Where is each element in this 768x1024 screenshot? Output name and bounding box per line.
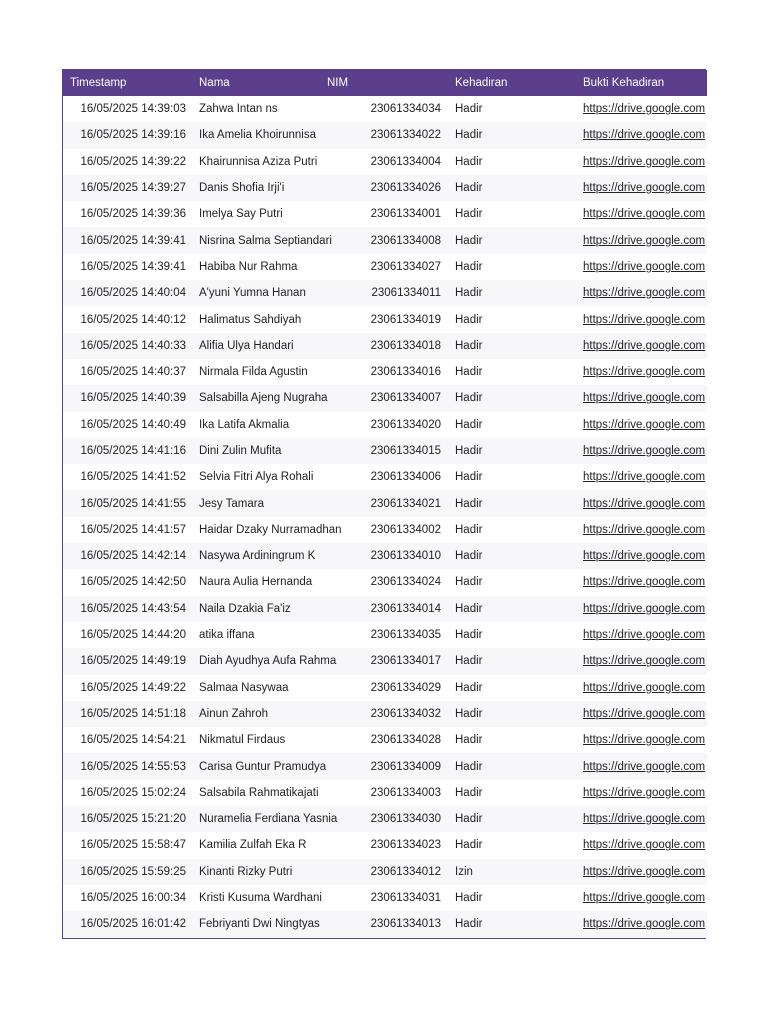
bukti-cell — [576, 622, 707, 648]
nim-cell: 23061334017 — [370, 655, 441, 668]
bukti-link[interactable]: https://drive.google.com — [583, 550, 706, 563]
timestamp-cell: 16/05/2025 14:40:12 — [80, 313, 186, 326]
nim-cell: 23061334026 — [370, 182, 441, 195]
nim-cell: 23061334008 — [370, 234, 441, 247]
bukti-link[interactable]: https://drive.google.com — [583, 629, 706, 642]
table-row — [63, 648, 707, 674]
bukti-cell — [576, 438, 707, 464]
kehadiran-cell: Izin — [455, 865, 473, 878]
timestamp-cell: 16/05/2025 16:00:34 — [80, 892, 186, 905]
kehadiran-cell: Hadir — [455, 129, 483, 142]
bukti-link[interactable]: https://drive.google.com — [583, 260, 706, 273]
kehadiran-cell: Hadir — [455, 655, 483, 668]
nama-cell: Imelya Say Putri — [199, 208, 283, 221]
kehadiran-cell: Hadir — [455, 392, 483, 405]
timestamp-cell: 16/05/2025 14:40:39 — [80, 392, 186, 405]
nim-cell: 23061334028 — [370, 734, 441, 747]
timestamp-cell: 16/05/2025 14:41:16 — [80, 445, 186, 457]
timestamp-cell: 16/05/2025 14:39:41 — [80, 260, 186, 273]
bukti-link[interactable]: https://drive.google.com — [583, 892, 706, 905]
nim-cell: 23061334023 — [370, 839, 441, 852]
table-row — [63, 832, 707, 858]
timestamp-cell: 16/05/2025 15:59:25 — [80, 865, 186, 878]
timestamp-cell: 16/05/2025 14:40:37 — [80, 366, 186, 379]
nim-cell: 23061334019 — [370, 313, 441, 326]
table-row — [63, 701, 707, 727]
bukti-cell — [576, 806, 707, 832]
kehadiran-cell: Hadir — [455, 155, 483, 168]
nim-cell: 23061334011 — [371, 287, 441, 300]
table-row — [63, 569, 707, 595]
timestamp-cell: 16/05/2025 16:01:42 — [80, 918, 186, 931]
nim-cell: 23061334029 — [370, 681, 441, 694]
bukti-link[interactable]: https://drive.google.com — [583, 760, 706, 773]
nim-cell: 23061334034 — [370, 103, 441, 116]
table-row — [63, 306, 707, 332]
timestamp-cell: 16/05/2025 14:49:19 — [80, 655, 186, 668]
kehadiran-cell: Hadir — [455, 287, 483, 300]
table-row — [63, 122, 707, 148]
timestamp-cell: 16/05/2025 14:39:22 — [80, 155, 186, 168]
bukti-cell — [576, 149, 707, 175]
nim-cell: 23061334015 — [370, 445, 441, 457]
table-row — [63, 780, 707, 806]
bukti-link[interactable]: https://drive.google.com — [583, 497, 706, 510]
bukti-cell — [576, 859, 707, 885]
kehadiran-cell: Hadir — [455, 813, 483, 826]
nim-cell: 23061334035 — [370, 629, 441, 642]
timestamp-cell: 16/05/2025 14:44:20 — [80, 629, 186, 642]
bukti-cell — [576, 753, 707, 779]
nim-cell: 23061334001 — [370, 208, 441, 221]
table-row — [63, 359, 707, 385]
bukti-cell — [576, 648, 707, 674]
table-row — [63, 96, 707, 122]
timestamp-cell: 16/05/2025 14:39:03 — [80, 103, 186, 116]
nama-cell: Selvia Fitri Alya Rohali — [199, 471, 314, 484]
bukti-link[interactable]: https://drive.google.com — [583, 707, 706, 720]
bukti-link[interactable]: https://drive.google.com — [583, 366, 706, 379]
table-row — [63, 333, 707, 359]
header-kehadiran[interactable]: Kehadiran — [455, 77, 508, 89]
table-row — [63, 438, 707, 464]
table-row — [63, 201, 707, 227]
table-row — [63, 622, 707, 648]
bukti-cell — [576, 306, 707, 332]
kehadiran-cell: Hadir — [455, 234, 483, 247]
bukti-cell — [576, 254, 707, 280]
table-row — [63, 175, 707, 201]
bukti-cell — [576, 543, 707, 569]
kehadiran-cell: Hadir — [455, 760, 483, 773]
nim-cell: 23061334022 — [370, 129, 441, 142]
table-row — [63, 596, 707, 622]
nim-cell: 23061334016 — [370, 366, 441, 379]
nim-cell: 23061334006 — [370, 471, 441, 484]
bukti-link[interactable]: https://drive.google.com — [583, 313, 706, 326]
table-row — [63, 254, 707, 280]
timestamp-cell: 16/05/2025 14:54:21 — [80, 734, 186, 747]
kehadiran-cell: Hadir — [455, 260, 483, 273]
bukti-cell — [576, 675, 707, 701]
bukti-link[interactable]: https://drive.google.com — [583, 155, 706, 168]
bukti-link[interactable]: https://drive.google.com — [583, 287, 706, 300]
kehadiran-cell: Hadir — [455, 103, 483, 116]
nim-cell: 23061334024 — [370, 576, 441, 589]
table-row — [63, 885, 707, 911]
bukti-cell — [576, 96, 707, 122]
timestamp-cell: 16/05/2025 14:49:22 — [80, 681, 186, 694]
header-row — [63, 70, 707, 96]
nim-cell: 23061334003 — [370, 786, 441, 799]
nim-cell: 23061334018 — [370, 339, 441, 352]
bukti-link[interactable]: https://drive.google.com — [583, 182, 706, 195]
timestamp-cell: 16/05/2025 14:41:57 — [80, 523, 186, 536]
kehadiran-cell: Hadir — [455, 629, 483, 642]
nama-cell: Halimatus Sahdiyah — [199, 313, 302, 326]
bukti-link[interactable]: https://drive.google.com — [583, 129, 706, 142]
nama-cell: Nisrina Salma Septiandari — [199, 234, 332, 247]
nama-cell: Habiba Nur Rahma — [199, 260, 298, 273]
bukti-cell — [576, 490, 707, 516]
kehadiran-cell: Hadir — [455, 839, 483, 852]
nama-cell: Haidar Dzaky Nurramadhan — [199, 523, 342, 536]
table-row — [63, 517, 707, 543]
bukti-cell — [576, 412, 707, 438]
timestamp-cell: 16/05/2025 14:43:54 — [80, 602, 186, 615]
kehadiran-cell: Hadir — [455, 339, 483, 352]
kehadiran-cell: Hadir — [455, 182, 483, 195]
nama-cell: Salsabilla Ajeng Nugraha — [199, 392, 328, 405]
kehadiran-cell: Hadir — [455, 918, 483, 931]
bukti-cell — [576, 911, 707, 937]
nama-cell: Nuramelia Ferdiana Yasnia — [199, 813, 338, 826]
table-row — [63, 727, 707, 753]
nim-cell: 23061334009 — [370, 760, 441, 773]
bukti-cell — [576, 280, 707, 306]
timestamp-cell: 16/05/2025 14:39:27 — [80, 182, 186, 195]
timestamp-cell: 16/05/2025 14:41:52 — [80, 471, 186, 484]
table-row — [63, 806, 707, 832]
header-nama[interactable]: Nama — [199, 77, 230, 89]
nim-cell: 23061334031 — [370, 892, 441, 905]
nim-cell: 23061334027 — [370, 260, 441, 273]
bukti-cell — [576, 175, 707, 201]
kehadiran-cell: Hadir — [455, 523, 483, 536]
timestamp-cell: 16/05/2025 14:39:41 — [80, 234, 186, 247]
bukti-cell — [576, 832, 707, 858]
nama-cell: atika iffana — [199, 629, 255, 642]
table-row — [63, 543, 707, 569]
nama-cell: Febriyanti Dwi Ningtyas — [199, 918, 320, 931]
bukti-link[interactable]: https://drive.google.com — [583, 602, 706, 615]
nama-cell: Nirmala Filda Agustin — [199, 366, 308, 379]
nim-cell: 23061334007 — [370, 392, 441, 405]
bukti-link[interactable]: https://drive.google.com — [583, 655, 706, 668]
header-nim[interactable]: NIM — [327, 77, 349, 89]
nim-cell: 23061334012 — [370, 865, 441, 878]
table-row — [63, 149, 707, 175]
kehadiran-cell: Hadir — [455, 576, 483, 589]
kehadiran-cell: Hadir — [455, 418, 483, 431]
table-row — [63, 859, 707, 885]
table-row — [63, 227, 707, 253]
timestamp-cell: 16/05/2025 14:39:36 — [80, 208, 186, 221]
nim-cell: 23061334032 — [370, 707, 441, 720]
bukti-cell — [576, 333, 707, 359]
bukti-cell — [576, 359, 707, 385]
nim-cell: 23061334010 — [370, 550, 441, 563]
nama-cell: Kinanti Rizky Putri — [199, 865, 293, 878]
bukti-link[interactable]: https://drive.google.com — [583, 681, 706, 694]
kehadiran-cell: Hadir — [455, 445, 483, 457]
nama-cell: Carisa Guntur Pramudya — [199, 760, 327, 773]
table-row — [63, 385, 707, 411]
table-row — [63, 464, 707, 490]
bukti-link[interactable]: https://drive.google.com — [583, 392, 706, 405]
bukti-link[interactable]: https://drive.google.com — [583, 523, 706, 536]
nim-cell: 23061334020 — [370, 418, 441, 431]
bukti-link[interactable]: https://drive.google.com — [583, 734, 706, 747]
kehadiran-cell: Hadir — [455, 734, 483, 747]
table-row — [63, 280, 707, 306]
timestamp-cell: 16/05/2025 15:21:20 — [80, 813, 186, 826]
nama-cell: Salmaa Nasywaa — [199, 681, 289, 694]
kehadiran-cell: Hadir — [455, 681, 483, 694]
timestamp-cell: 16/05/2025 14:42:50 — [80, 576, 186, 589]
bukti-cell — [576, 517, 707, 543]
nama-cell: Kristi Kusuma Wardhani — [199, 892, 322, 905]
kehadiran-cell: Hadir — [455, 707, 483, 720]
bukti-link[interactable]: https://drive.google.com — [583, 445, 706, 457]
nama-cell: Ika Latifa Akmalia — [199, 418, 290, 431]
nama-cell: A'yuni Yumna Hanan — [199, 287, 306, 300]
timestamp-cell: 16/05/2025 14:40:33 — [80, 339, 186, 352]
kehadiran-cell: Hadir — [455, 892, 483, 905]
kehadiran-cell: Hadir — [455, 602, 483, 615]
nim-cell: 23061334014 — [370, 602, 441, 615]
nim-cell: 23061334002 — [370, 523, 441, 536]
timestamp-cell: 16/05/2025 14:40:04 — [80, 287, 186, 300]
kehadiran-cell: Hadir — [455, 786, 483, 799]
bukti-cell — [576, 385, 707, 411]
timestamp-cell: 16/05/2025 14:40:49 — [80, 418, 186, 431]
nama-cell: Zahwa Intan ns — [199, 103, 278, 116]
nama-cell: Nasywa Ardiningrum K — [199, 550, 316, 563]
bukti-link[interactable]: https://drive.google.com — [583, 865, 706, 878]
timestamp-cell: 16/05/2025 14:39:16 — [80, 129, 186, 142]
kehadiran-cell: Hadir — [455, 550, 483, 563]
nama-cell: Naila Dzakia Fa'iz — [199, 602, 291, 615]
table-header — [63, 70, 707, 96]
table-row — [63, 911, 707, 937]
nama-cell: Danis Shofia Irji'i — [199, 182, 285, 195]
timestamp-cell: 16/05/2025 14:41:55 — [80, 497, 186, 510]
timestamp-cell: 16/05/2025 14:42:14 — [80, 550, 186, 563]
timestamp-cell: 16/05/2025 15:02:24 — [80, 786, 186, 799]
bukti-link[interactable]: https://drive.google.com — [583, 576, 706, 589]
bukti-cell — [576, 201, 707, 227]
nama-cell: Khairunnisa Aziza Putri — [199, 155, 318, 168]
kehadiran-cell: Hadir — [455, 497, 483, 510]
bukti-link[interactable]: https://drive.google.com — [583, 418, 706, 431]
nama-cell: Alifia Ulya Handari — [199, 339, 294, 352]
nama-cell: Ika Amelia Khoirunnisa — [199, 129, 316, 142]
bukti-link[interactable]: https://drive.google.com — [583, 813, 706, 826]
bukti-link[interactable]: https://drive.google.com — [583, 234, 706, 247]
attendance-sheet — [62, 69, 706, 939]
nama-cell: Kamilia Zulfah Eka R — [199, 839, 307, 852]
nama-cell: Dini Zulin Mufita — [199, 445, 282, 457]
bukti-cell — [576, 122, 707, 148]
nim-cell: 23061334004 — [370, 155, 441, 168]
bukti-link[interactable]: https://drive.google.com — [583, 918, 706, 931]
header-bukti-kehadiran[interactable]: Bukti Kehadiran — [583, 77, 665, 89]
kehadiran-cell: Hadir — [455, 471, 483, 484]
kehadiran-cell: Hadir — [455, 208, 483, 221]
timestamp-cell: 16/05/2025 15:58:47 — [80, 839, 186, 852]
nama-cell: Nikmatul Firdaus — [199, 734, 286, 747]
bukti-link[interactable]: https://drive.google.com — [583, 839, 706, 852]
kehadiran-cell: Hadir — [455, 313, 483, 326]
table-row — [63, 412, 707, 438]
table-row — [63, 490, 707, 516]
timestamp-cell: 16/05/2025 14:55:53 — [80, 760, 186, 773]
nim-cell: 23061334030 — [370, 813, 441, 826]
bukti-link[interactable]: https://drive.google.com — [583, 208, 706, 221]
nama-cell: Jesy Tamara — [199, 497, 264, 510]
nim-cell: 23061334021 — [370, 497, 441, 510]
bukti-cell — [576, 885, 707, 911]
bukti-link[interactable]: https://drive.google.com — [583, 103, 706, 116]
nim-cell: 23061334013 — [370, 918, 441, 931]
bukti-link[interactable]: https://drive.google.com — [583, 471, 706, 484]
bukti-link[interactable]: https://drive.google.com — [583, 339, 706, 352]
bukti-link[interactable]: https://drive.google.com — [583, 786, 706, 799]
bukti-cell — [576, 727, 707, 753]
timestamp-cell: 16/05/2025 14:51:18 — [80, 707, 186, 720]
attendance-table — [63, 70, 707, 938]
bukti-cell — [576, 780, 707, 806]
nama-cell: Diah Ayudhya Aufa Rahma — [199, 655, 337, 668]
nama-cell: Salsabila Rahmatikajati — [199, 786, 319, 799]
bukti-cell — [576, 464, 707, 490]
bukti-cell — [576, 596, 707, 622]
header-timestamp[interactable]: Timestamp — [70, 77, 127, 89]
table-row — [63, 675, 707, 701]
nama-cell: Naura Aulia Hernanda — [199, 576, 313, 589]
bukti-cell — [576, 569, 707, 595]
nama-cell: Ainun Zahroh — [199, 707, 269, 720]
table-row — [63, 753, 707, 779]
bukti-cell — [576, 701, 707, 727]
kehadiran-cell: Hadir — [455, 366, 483, 379]
table-body — [63, 96, 707, 938]
bukti-cell — [576, 227, 707, 253]
